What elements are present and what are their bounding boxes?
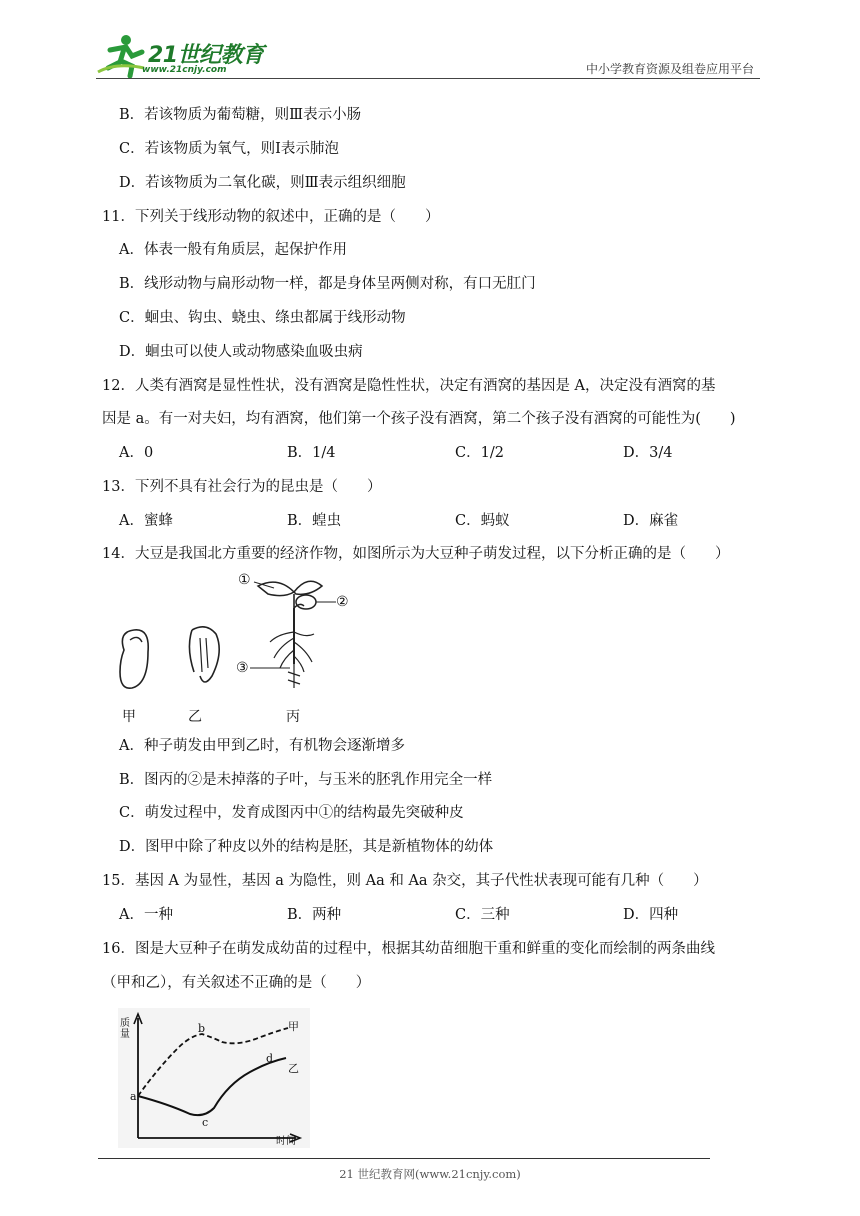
q14-stem: 14．大豆是我国北方重要的经济作物，如图所示为大豆种子萌发过程，以下分析正确的是（ ） — [102, 546, 730, 562]
q12-stem-line1: 12．人类有酒窝是显性性状，没有酒窝是隐性性状，决定有酒窝的基因是 A，决定没有酒窝的基 — [102, 378, 716, 394]
page-header — [96, 32, 760, 78]
site-logo — [96, 32, 276, 78]
q15-option-a: A．一种 — [119, 907, 173, 923]
point-c-label: c — [202, 1116, 209, 1129]
q13-option-c: C．蚂蚁 — [455, 513, 510, 529]
q13-stem: 13．下列不具有社会行为的昆虫是（ ） — [102, 479, 382, 495]
platform-name: 中小学教育资源及组卷应用平台 — [585, 62, 754, 76]
runner-logo-icon — [96, 32, 148, 78]
q12-option-d: D．3/4 — [623, 445, 673, 461]
label-2: ② — [336, 594, 349, 610]
mass-time-graph — [118, 1008, 310, 1148]
logo-url: www.21cnjy.com — [142, 65, 227, 75]
curve-yi-label: 乙 — [288, 1062, 299, 1075]
q13-option-b: B．蝗虫 — [287, 513, 342, 529]
q12-option-b: B．1/4 — [287, 445, 336, 461]
q14-option-a: A．种子萌发由甲到乙时，有机物会逐渐增多 — [119, 738, 405, 754]
q15-stem: 15．基因 A 为显性，基因 a 为隐性，则 Aa 和 Aa 杂交，其子代性状表现可能有几种（ ） — [102, 873, 708, 889]
q11-option-b: B．线形动物与扁形动物一样，都是身体呈两侧对称，有口无肛门 — [119, 276, 536, 292]
label-jia: 甲 — [122, 709, 136, 725]
logo-text: 21世纪教育 — [148, 43, 264, 68]
point-d-label: d — [266, 1052, 274, 1065]
q14-option-c: C．萌发过程中，发育成图丙中①的结构最先突破种皮 — [119, 805, 464, 821]
label-yi: 乙 — [188, 709, 202, 725]
q16-stem-line1: 16．图是大豆种子在萌发成幼苗的过程中，根据其幼苗细胞干重和鲜重的变化而绘制的两条曲线 — [102, 941, 715, 957]
q11-option-d: D．蛔虫可以使人或动物感染血吸虫病 — [119, 344, 363, 360]
label-3: ③ — [236, 660, 249, 676]
q11-option-c: C．蛔虫、钩虫、蛲虫、绦虫都属于线形动物 — [119, 310, 406, 326]
label-bing: 丙 — [286, 709, 300, 725]
seed-germination-figure — [108, 572, 368, 728]
q11-option-a: A．体表一般有角质层，起保护作用 — [119, 242, 347, 258]
curve-jia-label: 甲 — [288, 1020, 299, 1033]
q11-stem: 11．下列关于线形动物的叙述中，正确的是（ ） — [102, 209, 440, 225]
q13-option-d: D．麻雀 — [623, 513, 679, 529]
q12-option-a: A．0 — [119, 445, 154, 461]
x-axis-label: 时间 — [276, 1136, 296, 1147]
q12-option-c: C．1/2 — [455, 445, 504, 461]
q15-option-c: C．三种 — [455, 907, 510, 923]
q15-option-b: B．两种 — [287, 907, 342, 923]
q12-stem-line2: 因是 a。有一对夫妇，均有酒窝，他们第一个孩子没有酒窝，第二个孩子没有酒窝的可能性为( ) — [102, 411, 736, 427]
seedling-bing-drawing — [258, 581, 322, 688]
point-a-label: a — [130, 1090, 137, 1103]
q14-option-b: B．图丙的②是未掉落的子叶，与玉米的胚乳作用完全一样 — [119, 772, 493, 788]
y-axis-label: 质量 — [120, 1018, 130, 1040]
q14-option-d: D．图甲中除了种皮以外的结构是胚，其是新植物体的幼体 — [119, 839, 494, 855]
q10-option-b: B．若该物质为葡萄糖，则Ⅲ表示小肠 — [119, 107, 362, 123]
label-1: ① — [238, 572, 251, 588]
seed-yi-drawing — [189, 627, 219, 682]
q10-option-d: D．若该物质为二氧化碳，则Ⅲ表示组织细胞 — [119, 175, 406, 191]
header-divider — [96, 78, 760, 79]
seed-jia-drawing — [120, 630, 148, 688]
point-b-label: b — [198, 1022, 206, 1035]
q10-option-c: C．若该物质为氧气，则Ⅰ表示肺泡 — [119, 141, 339, 157]
footer-divider — [98, 1158, 710, 1159]
q13-option-a: A．蜜蜂 — [119, 513, 173, 529]
page-footer: 21 世纪教育网(www.21cnjy.com) — [339, 1167, 521, 1181]
q15-option-d: D．四种 — [623, 907, 679, 923]
q16-stem-line2: （甲和乙），有关叙述不正确的是（ ） — [102, 975, 371, 991]
